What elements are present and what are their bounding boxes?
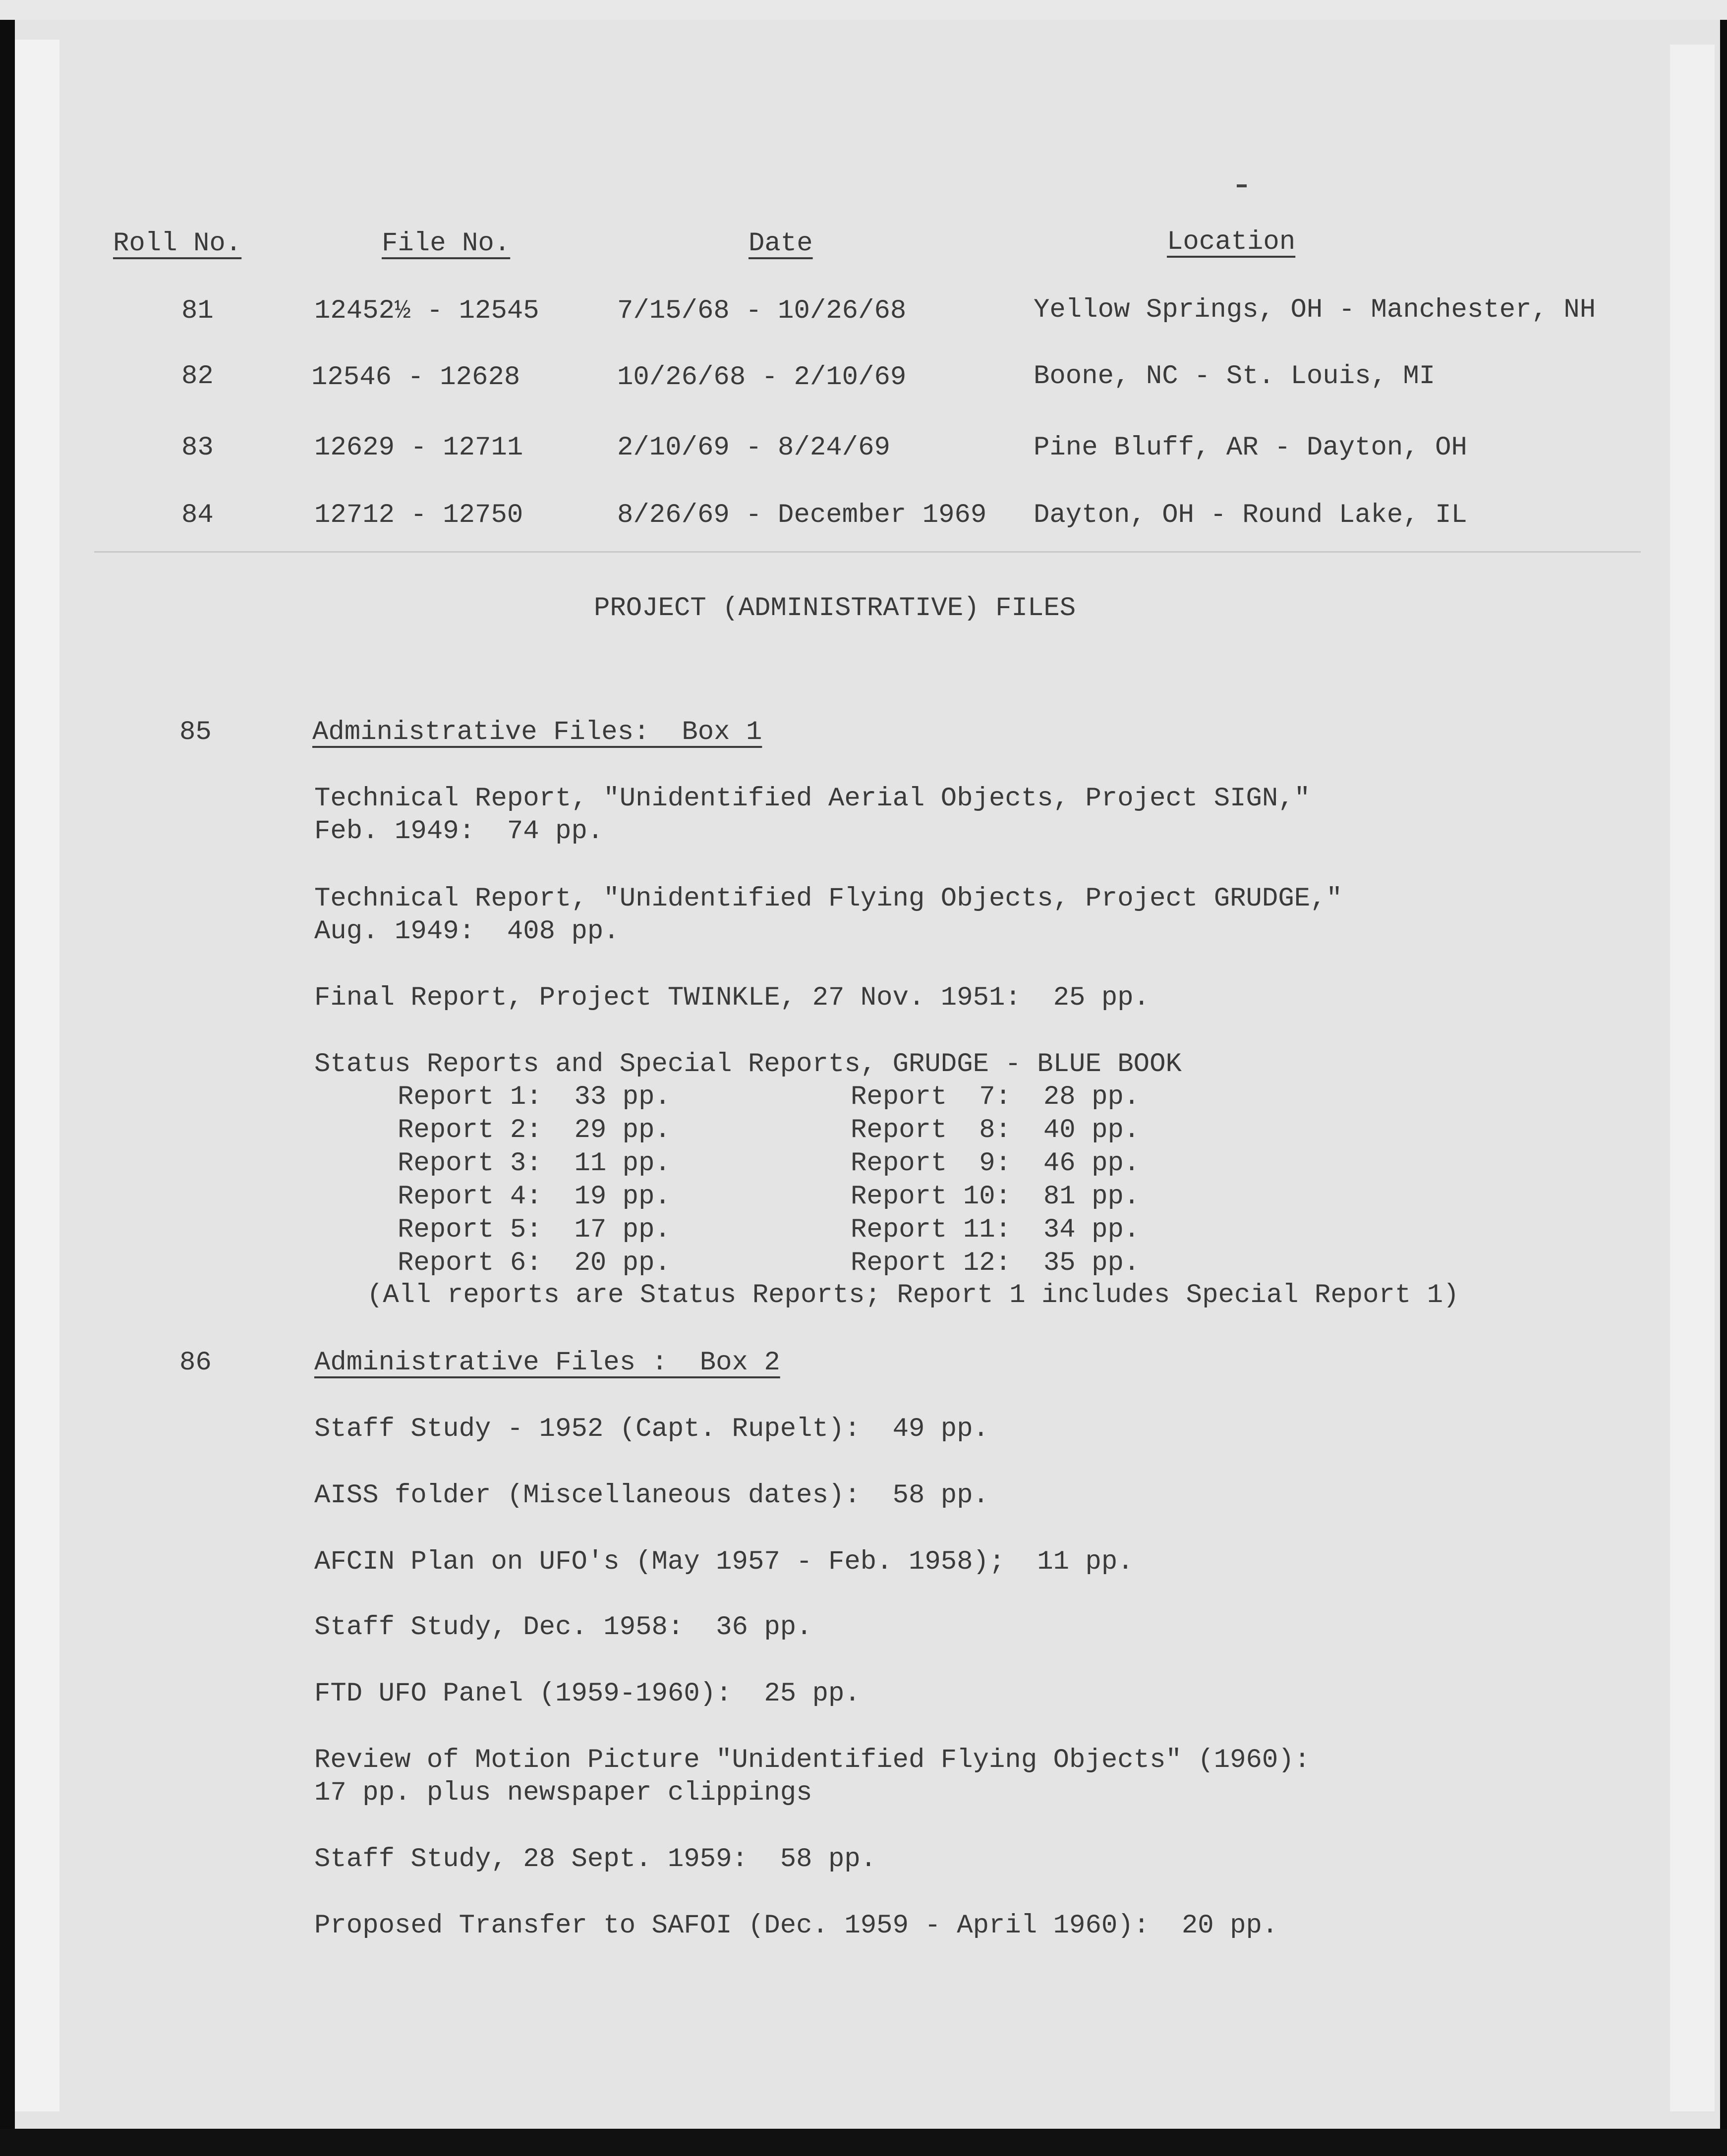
list-item: Technical Report, "Unidentified Flying Objects, Project GRUDGE," (314, 884, 1342, 914)
box1-heading: Administrative Files: Box 1 (312, 717, 762, 747)
list-item: Feb. 1949: 74 pp. (314, 816, 604, 847)
table-row-dates: 7/15/68 - 10/26/68 (617, 296, 907, 326)
page-edge-right (1670, 45, 1715, 2111)
report-left: Report 2: 29 pp. (398, 1115, 671, 1145)
table-row-roll: 84 (181, 500, 214, 530)
list-item: Staff Study - 1952 (Capt. Rupelt): 49 pp. (314, 1414, 989, 1444)
table-row-location: Dayton, OH - Round Lake, IL (1034, 500, 1467, 530)
list-item: Staff Study, Dec. 1958: 36 pp. (314, 1612, 812, 1643)
header-file-no: File No. (382, 228, 511, 259)
list-item: FTD UFO Panel (1959-1960): 25 pp. (314, 1679, 861, 1709)
table-row-files: 12452½ - 12545 (314, 296, 539, 326)
page-edge-left (15, 40, 59, 2111)
table-row-roll: 81 (181, 296, 214, 326)
section-title: PROJECT (ADMINISTRATIVE) FILES (594, 593, 1076, 624)
table-row-roll: 82 (181, 361, 214, 392)
report-right: Report 9: 46 pp. (851, 1148, 1140, 1179)
table-row-files: 12712 - 12750 (314, 500, 523, 530)
header-roll-no: Roll No. (113, 228, 242, 259)
list-item: Staff Study, 28 Sept. 1959: 58 pp. (314, 1844, 877, 1874)
report-left: Report 1: 33 pp. (398, 1082, 671, 1112)
table-row-dates: 2/10/69 - 8/24/69 (617, 433, 890, 463)
table-row-dates: 10/26/68 - 2/10/69 (617, 362, 907, 393)
report-left: Report 5: 17 pp. (398, 1215, 671, 1245)
list-item: AISS folder (Miscellaneous dates): 58 pp. (314, 1480, 989, 1511)
header-location: Location (1167, 227, 1296, 257)
table-row-files: 12546 - 12628 (311, 362, 520, 393)
header-date: Date (748, 228, 813, 259)
list-item: Final Report, Project TWINKLE, 27 Nov. 1951: 25 pp. (314, 983, 1150, 1013)
table-row-roll: 83 (181, 433, 214, 463)
table-row-location: Pine Bluff, AR - Dayton, OH (1034, 433, 1467, 463)
status-heading: Status Reports and Special Reports, GRUDGE - BLUE BOOK (314, 1049, 1182, 1079)
list-item: Aug. 1949: 408 pp. (314, 916, 620, 947)
list-item: 17 pp. plus newspaper clippings (314, 1778, 812, 1808)
report-right: Report 11: 34 pp. (851, 1215, 1140, 1245)
list-item: Review of Motion Picture "Unidentified Flying Objects" (1960): (314, 1745, 1311, 1775)
report-right: Report 12: 35 pp. (851, 1248, 1140, 1278)
stray-mark (1237, 184, 1247, 187)
film-frame-bottom (0, 2129, 1727, 2156)
box2-heading: Administrative Files : Box 2 (314, 1348, 780, 1378)
film-frame-top (0, 0, 1727, 20)
table-row-files: 12629 - 12711 (314, 433, 523, 463)
report-right: Report 7: 28 pp. (851, 1082, 1140, 1112)
table-row-location: Boone, NC - St. Louis, MI (1034, 361, 1436, 392)
report-right: Report 10: 81 pp. (851, 1182, 1140, 1212)
divider (94, 551, 1641, 553)
report-left: Report 3: 11 pp. (398, 1148, 671, 1179)
list-item: AFCIN Plan on UFO's (May 1957 - Feb. 1958); 11 pp. (314, 1547, 1134, 1577)
list-item: Technical Report, "Unidentified Aerial Objects, Project SIGN," (314, 784, 1311, 814)
box2-roll: 86 (179, 1348, 212, 1378)
reports-note: (All reports are Status Reports; Report 1 includes Special Report 1) (367, 1280, 1459, 1310)
list-item: Proposed Transfer to SAFOI (Dec. 1959 - April 1960): 20 pp. (314, 1911, 1278, 1941)
report-left: Report 6: 20 pp. (398, 1248, 671, 1278)
box1-roll: 85 (179, 717, 212, 747)
table-row-dates: 8/26/69 - December 1969 (617, 500, 987, 530)
report-right: Report 8: 40 pp. (851, 1115, 1140, 1145)
table-row-location: Yellow Springs, OH - Manchester, NH (1034, 295, 1596, 325)
report-left: Report 4: 19 pp. (398, 1182, 671, 1212)
